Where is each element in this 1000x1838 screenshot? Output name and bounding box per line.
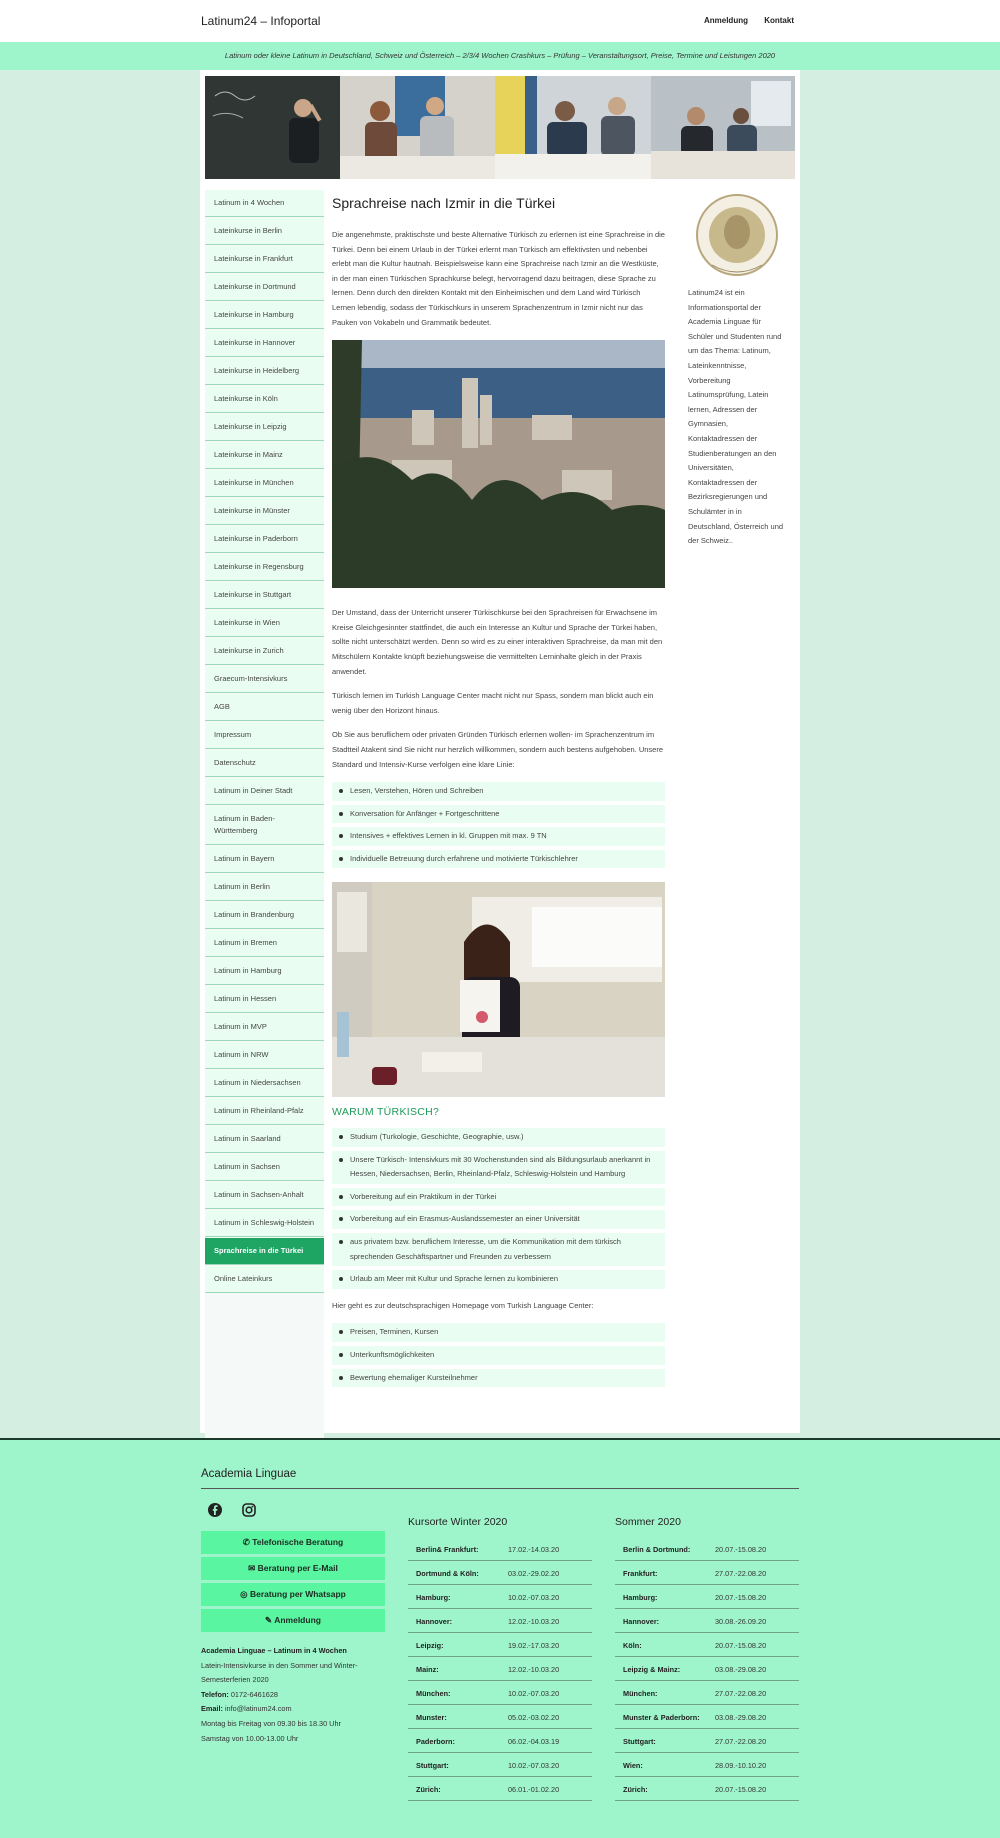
phone-icon: ✆ — [242, 1537, 253, 1547]
schedule-dates: 12.02.-10.03.20 — [508, 1665, 560, 1674]
sidebar-item[interactable]: Lateinkurse in Stuttgart — [205, 582, 324, 609]
schedule-dates: 06.01.-01.02.20 — [508, 1785, 560, 1794]
list-item: Intensives + effektives Lernen in kl. Gruppen mit max. 9 TN — [332, 827, 665, 846]
paragraph-3: Türkisch lernen im Turkish Language Center macht nicht nur Spass, sondern man blickt auch ein wenig über den Horizont hinaus. — [332, 691, 654, 715]
schedule-city: Stuttgart: — [416, 1761, 449, 1770]
list-item: Unsere Türkisch- Intensivkurs mit 30 Wochenstunden sind als Bildungsurlaub anerkannt in Hessen, Niedersachsen, Berlin, Rheinland-Pfalz, Schleswig-Holstein und Hamburg — [332, 1151, 665, 1184]
schedule-dates: 17.02.-14.03.20 — [508, 1545, 560, 1554]
sidebar-item[interactable]: Lateinkurse in Berlin — [205, 218, 324, 245]
schedule-row — [615, 1537, 799, 1561]
email-consult-button[interactable]: ✉ Beratung per E-Mail — [201, 1557, 385, 1580]
sidebar-item[interactable]: Latinum in Saarland — [205, 1126, 324, 1153]
winter-title: Kursorte Winter 2020 — [408, 1516, 508, 1528]
schedule-row — [615, 1609, 799, 1633]
sidebar-info-text: Latinum24 ist ein Informationsportal der Academia Linguae für Schüler und Studenten rund um das Thema: Latinum, Lateinkenntnisse, Vorbereitung Latinumsprüfung, Latein lernen, Adressen der Gymnasien, Kontaktadressen der Studienberatungen an den Universitäten, Kontaktadressen der Bezirksregierungen und Schulämter in in Deutschland, Österreich und der Schweiz.. — [688, 288, 784, 546]
sidebar-item[interactable]: Lateinkurse in Münster — [205, 498, 324, 525]
schedule-city: Zürich: — [623, 1785, 648, 1794]
sidebar-item[interactable]: Latinum in Deiner Stadt — [205, 778, 324, 805]
schedule-city: Munster & Paderborn: — [623, 1713, 700, 1722]
sidebar-item[interactable]: Lateinkurse in Dortmund — [205, 274, 324, 301]
sidebar-item[interactable]: Impressum — [205, 722, 324, 749]
schedule-dates: 05.02.-03.02.20 — [508, 1713, 560, 1722]
summer-schedule — [615, 1516, 799, 1801]
list-item: Lesen, Verstehen, Hören und Schreiben — [332, 782, 665, 801]
hours-saturday: Samstag von 10.00-13.00 Uhr — [201, 1733, 299, 1743]
hero-images — [205, 76, 795, 179]
hours-weekday: Montag bis Freitag von 09.30 bis 18.30 Uhr — [201, 1718, 341, 1728]
paragraph-5: Hier geht es zur deutschsprachigen Homepage vom Turkish Language Center: — [332, 1300, 594, 1310]
schedule-row — [408, 1633, 592, 1657]
site-footer — [0, 1438, 1000, 1838]
intro-paragraph: Die angenehmste, praktischste und beste Alternative Türkisch zu erlernen ist eine Sprachreise in die Türkei. Denn bei einem Urlaub in der Türkei erlernt man Türkisch am effektivsten und nebenbei erlebt man die Kultur hautnah. Beispielsweise kann eine Sprachreise nach Izmir an die Westküste, in der man einen Türkischen Sprachkurse belegt, hervorragend dazu beitragen, diese Sprache zu lernen. Denn durch den direkten Kontakt mit den Einheimischen und dem Land wird Türkisch Lernen lebendig, sodass der Türkischkurs in unserem Sprachenzentrum in Izmir nicht nur das Pauken von Vokabeln und Grammatik bedeutet. — [332, 230, 665, 327]
contact-description: Latein-Intensivkurse in den Sommer und Winter-Semesterferien 2020 — [201, 1660, 358, 1685]
sidebar-item[interactable]: Latinum in MVP — [205, 1014, 324, 1041]
schedule-dates: 28.09.-10.10.20 — [715, 1761, 767, 1770]
schedule-dates: 27.07.-22.08.20 — [715, 1737, 767, 1746]
sidebar-item[interactable]: Lateinkurse in Hannover — [205, 330, 324, 357]
summer-title: Sommer 2020 — [615, 1516, 681, 1528]
schedule-row — [615, 1705, 799, 1729]
sidebar-item[interactable]: Latinum in Hessen — [205, 986, 324, 1013]
schedule-city: Leipzig & Mainz: — [623, 1665, 681, 1674]
right-sidebar — [688, 190, 785, 549]
schedule-row — [408, 1777, 592, 1801]
schedule-dates: 03.02.-29.02.20 — [508, 1569, 560, 1578]
list-item[interactable]: Preisen, Terminen, Kursen — [332, 1323, 665, 1342]
schedule-city: Berlin & Dortmund: — [623, 1545, 691, 1554]
schedule-dates: 20.07.-15.08.20 — [715, 1785, 767, 1794]
academia-linguae-logo — [688, 190, 785, 280]
list-item[interactable]: Unterkunftsmöglichkeiten — [332, 1346, 665, 1365]
sidebar-item[interactable]: Latinum in Berlin — [205, 874, 324, 901]
sidebar-item[interactable]: Lateinkurse in Zurich — [205, 638, 324, 665]
hero-photo-classroom-3 — [651, 76, 795, 179]
site-header — [0, 0, 1000, 42]
schedule-city: Stuttgart: — [623, 1737, 656, 1746]
hero-photo-classroom-2 — [495, 76, 651, 179]
schedule-city: Zürich: — [416, 1785, 441, 1794]
sidebar-item[interactable]: Datenschutz — [205, 750, 324, 777]
hero-photo-blackboard — [205, 76, 340, 179]
phone-label: Telefon: — [201, 1689, 229, 1699]
course-features-list — [332, 782, 665, 868]
registration-button[interactable]: ✎ Anmeldung — [201, 1609, 385, 1632]
sidebar-item[interactable]: Latinum in Brandenburg — [205, 902, 324, 929]
list-item: Individuelle Betreuung durch erfahrene und motivierte Türkischlehrer — [332, 850, 665, 869]
sidebar-item[interactable]: Latinum in Hamburg — [205, 958, 324, 985]
sidebar-item[interactable]: Lateinkurse in Wien — [205, 610, 324, 637]
schedule-city: Hamburg: — [623, 1593, 658, 1602]
whatsapp-consult-button[interactable]: ◎ Beratung per Whatsapp — [201, 1583, 385, 1606]
schedule-city: Hannover: — [416, 1617, 453, 1626]
winter-schedule — [408, 1516, 592, 1801]
sidebar-nav — [205, 190, 324, 1524]
schedule-city: Leipzig: — [416, 1641, 444, 1650]
schedule-dates: 20.07.-15.08.20 — [715, 1641, 767, 1650]
main-content — [332, 190, 665, 1397]
schedule-city: München: — [623, 1689, 658, 1698]
nav-kontakt[interactable]: Kontakt — [764, 16, 794, 25]
sidebar-item[interactable]: AGB — [205, 694, 324, 721]
schedule-row — [408, 1657, 592, 1681]
contact-title: Academia Linguae – Latinum in 4 Wochen — [201, 1646, 347, 1655]
sidebar-item[interactable]: Latinum in Sachsen-Anhalt — [205, 1182, 324, 1209]
sidebar-item[interactable]: Latinum in Bayern — [205, 846, 324, 873]
sidebar-item[interactable]: Latinum in 4 Wochen — [205, 190, 324, 217]
schedule-dates: 27.07.-22.08.20 — [715, 1689, 767, 1698]
envelope-icon: ✉ — [248, 1563, 258, 1573]
schedule-row — [615, 1777, 799, 1801]
schedule-city: Köln: — [623, 1641, 642, 1650]
list-item: Studium (Turkologie, Geschichte, Geographie, usw.) — [332, 1128, 665, 1147]
email-label: Email: — [201, 1704, 223, 1714]
schedule-dates: 12.02.-10.03.20 — [508, 1617, 560, 1626]
email-address[interactable]: info@latinum24.com — [224, 1704, 292, 1714]
schedule-city: Paderborn: — [416, 1737, 455, 1746]
schedule-row — [615, 1729, 799, 1753]
facebook-icon[interactable] — [207, 1502, 223, 1518]
schedule-row — [408, 1729, 592, 1753]
sidebar-item[interactable]: Latinum in NRW — [205, 1042, 324, 1069]
edit-icon: ✎ — [265, 1615, 275, 1625]
schedule-dates: 20.07.-15.08.20 — [715, 1545, 767, 1554]
schedule-row — [408, 1561, 592, 1585]
list-item: Vorbereitung auf ein Praktikum in der Türkei — [332, 1188, 665, 1207]
schedule-row — [615, 1657, 799, 1681]
schedule-city: München: — [416, 1689, 451, 1698]
schedule-row — [408, 1585, 592, 1609]
nav-anmeldung[interactable]: Anmeldung — [703, 16, 748, 25]
schedule-row — [615, 1633, 799, 1657]
tagline: Latinum oder kleine Latinum in Deutschland, Schweiz und Österreich – 2/3/4 Wochen Crashkurs – Prüfung – Veranstaltungsort, Preise, Termine und Leistungen 2020 — [0, 42, 1000, 70]
schedule-dates: 19.02.-17.03.20 — [508, 1641, 560, 1650]
sidebar-item[interactable]: Latinum in Niedersachsen — [205, 1070, 324, 1097]
section-heading-warum: WARUM TÜRKISCH? — [332, 1106, 440, 1119]
sidebar-item[interactable]: Lateinkurse in Leipzig — [205, 414, 324, 441]
links-list — [332, 1323, 665, 1387]
list-item: aus privatem bzw. beruflichem Interesse, um die Kommunikation mit dem türkisch sprechenden Geschäftspartner und Freunden zu verbessern — [332, 1233, 665, 1266]
schedule-row — [615, 1681, 799, 1705]
schedule-city: Wien: — [623, 1761, 643, 1770]
sidebar-item[interactable]: Sprachreise in die Türkei — [205, 1238, 324, 1265]
sidebar-item[interactable]: Lateinkurse in Paderborn — [205, 526, 324, 553]
schedule-city: Hannover: — [623, 1617, 660, 1626]
sidebar-item[interactable]: Online Lateinkurs — [205, 1266, 324, 1293]
social-links — [207, 1502, 257, 1518]
schedule-dates: 10.02.-07.03.20 — [508, 1761, 560, 1770]
sidebar-item[interactable]: Latinum in Bremen — [205, 930, 324, 957]
whatsapp-icon: ◎ — [240, 1589, 250, 1599]
sidebar-item[interactable]: Lateinkurse in Heidelberg — [205, 358, 324, 385]
schedule-dates: 20.07.-15.08.20 — [715, 1593, 767, 1602]
footer-divider — [201, 1488, 799, 1489]
sidebar-item[interactable]: Lateinkurse in Regensburg — [205, 554, 324, 581]
izmir-city-photo — [332, 340, 665, 588]
footer-title: Academia Linguae — [201, 1468, 297, 1480]
sidebar-item[interactable]: Lateinkurse in Frankfurt — [205, 246, 324, 273]
sidebar-item[interactable]: Graecum-Intensivkurs — [205, 666, 324, 693]
sidebar-item[interactable]: Lateinkurse in Mainz — [205, 442, 324, 469]
page-title: Sprachreise nach Izmir in die Türkei — [332, 195, 556, 211]
instagram-icon[interactable] — [241, 1502, 257, 1518]
schedule-row — [615, 1753, 799, 1777]
schedule-city: Berlin& Frankfurt: — [416, 1545, 479, 1554]
list-item: Konversation für Anfänger + Fortgeschrittene — [332, 805, 665, 824]
schedule-dates: 30.08.-26.09.20 — [715, 1617, 767, 1626]
sidebar-item[interactable]: Latinum in Rheinland-Pfalz — [205, 1098, 324, 1125]
paragraph-2: Der Umstand, dass der Unterricht unserer Türkischkurse bei den Sprachreisen für Erwachsene im Kreise Gleichgesinnter stattfindet, die auch ein Interesse an Kultur und Sprache der Türkei haben, sollte nicht unterschätzt werden. Denn so wird es zu einer interaktiven Sprachreise, da man mit den Mitschülern Kontakte knüpft beziehungsweise die vermittelten Lerninhalte gleich in der Praxis anwendet. — [332, 608, 663, 676]
list-item[interactable]: Bewertung ehemaliger Kursteilnehmer — [332, 1369, 665, 1388]
contact-info — [201, 1644, 401, 1746]
student-photo — [332, 882, 665, 1097]
schedule-city: Hamburg: — [416, 1593, 451, 1602]
schedule-row — [408, 1681, 592, 1705]
schedule-row — [408, 1609, 592, 1633]
hero-photo-classroom-1 — [340, 76, 495, 179]
list-item: Urlaub am Meer mit Kultur und Sprache lernen zu kombinieren — [332, 1270, 665, 1289]
schedule-dates: 03.08.-29.08.20 — [715, 1665, 767, 1674]
schedule-row — [615, 1585, 799, 1609]
page-container — [200, 70, 800, 1433]
schedule-row — [408, 1705, 592, 1729]
sidebar-item[interactable]: Lateinkurse in München — [205, 470, 324, 497]
phone-consult-button[interactable]: ✆ Telefonische Beratung — [201, 1531, 385, 1554]
schedule-row — [408, 1753, 592, 1777]
schedule-city: Munster: — [416, 1713, 447, 1722]
schedule-dates: 27.07.-22.08.20 — [715, 1569, 767, 1578]
schedule-city: Frankfurt: — [623, 1569, 658, 1578]
phone-number[interactable]: 0172-6461628 — [230, 1689, 278, 1699]
reasons-list — [332, 1128, 665, 1289]
schedule-dates: 10.02.-07.03.20 — [508, 1593, 560, 1602]
site-title[interactable]: Latinum24 – Infoportal — [201, 14, 321, 28]
schedule-dates: 03.08.-29.08.20 — [715, 1713, 767, 1722]
schedule-dates: 06.02.-04.03.19 — [508, 1737, 560, 1746]
paragraph-4: Ob Sie aus beruflichem oder privaten Gründen Türkisch erlernen wollen- im Sprachenzentrum im Stadtteil Atakent sind Sie nicht nur herzlich willkommen, sondern auch bestens aufgehoben. Unsere Standard und Intensiv-Kurse verfolgen eine klare Linie: — [332, 730, 664, 769]
schedule-row — [615, 1561, 799, 1585]
list-item: Vorbereitung auf ein Erasmus-Auslandssemester an einer Universität — [332, 1210, 665, 1229]
schedule-dates: 10.02.-07.03.20 — [508, 1689, 560, 1698]
schedule-row — [408, 1537, 592, 1561]
sidebar-item[interactable]: Lateinkurse in Hamburg — [205, 302, 324, 329]
schedule-city: Mainz: — [416, 1665, 439, 1674]
schedule-city: Dortmund & Köln: — [416, 1569, 479, 1578]
sidebar-item[interactable]: Latinum in Sachsen — [205, 1154, 324, 1181]
sidebar-item[interactable]: Latinum in Baden-Württemberg — [205, 806, 324, 845]
sidebar-item[interactable]: Lateinkurse in Köln — [205, 386, 324, 413]
top-nav — [690, 16, 794, 25]
sidebar-item[interactable]: Latinum in Schleswig-Holstein — [205, 1210, 324, 1237]
